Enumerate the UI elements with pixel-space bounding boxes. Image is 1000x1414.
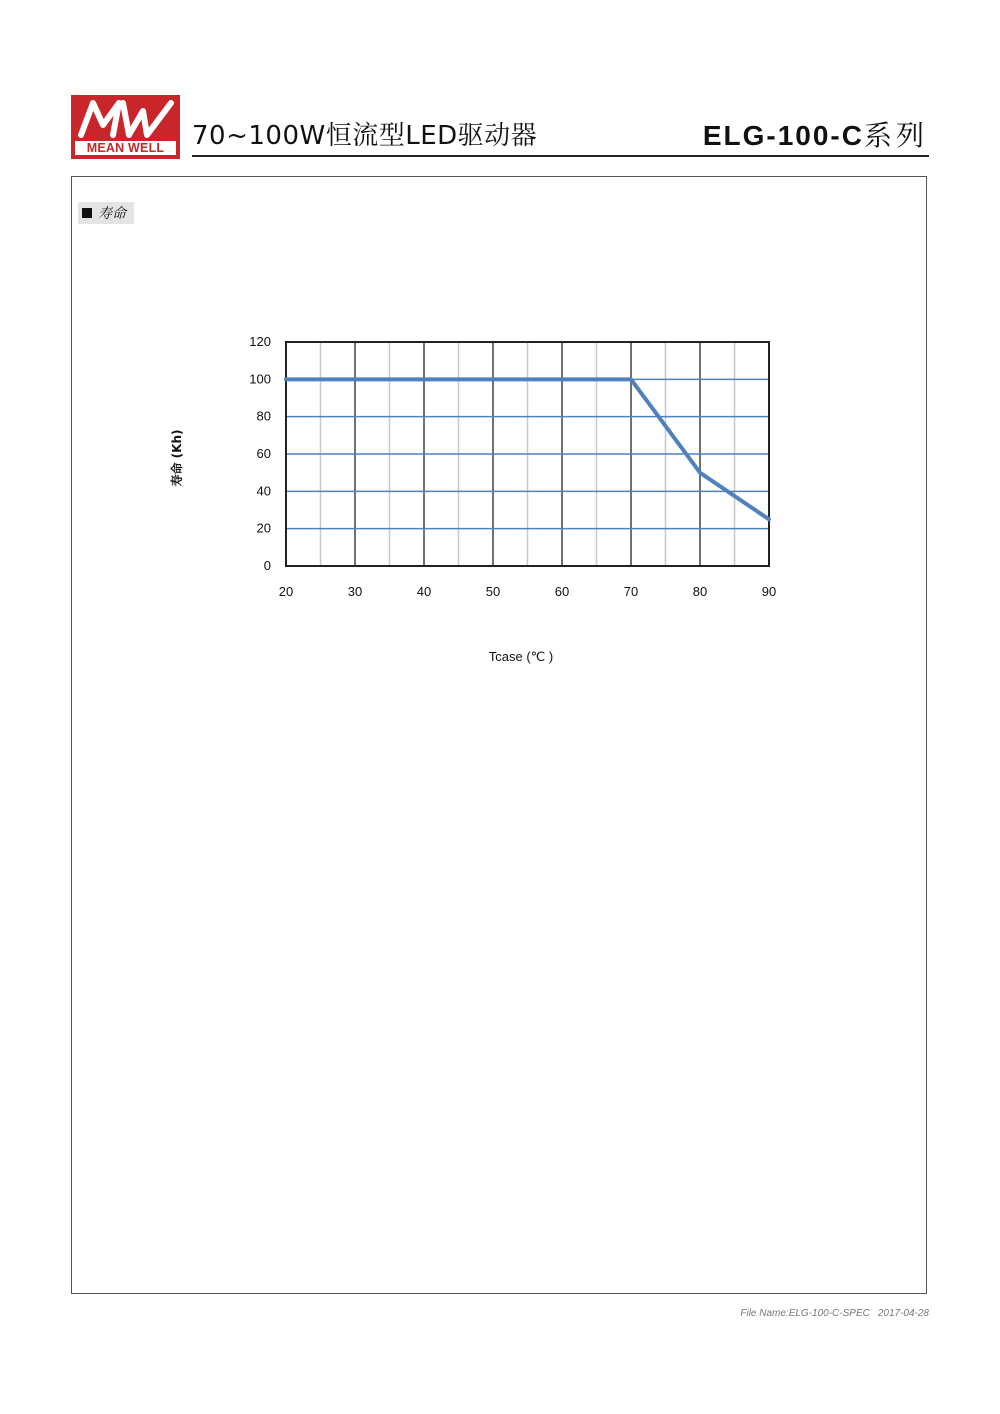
- y-tick-label: 40: [256, 483, 271, 499]
- header-rule: [192, 155, 929, 157]
- x-tick-label: 20: [278, 584, 294, 599]
- x-tick-label: 70: [623, 584, 639, 599]
- x-tick-label: 80: [692, 584, 708, 599]
- y-tick-label: 60: [256, 446, 271, 461]
- y-tick-label: 100: [249, 371, 271, 387]
- x-tick-label: 60: [554, 584, 570, 599]
- x-tick-label: 50: [485, 584, 501, 599]
- x-axis-label: Tcase (℃ ): [488, 649, 554, 664]
- y-tick-label: 20: [256, 520, 271, 536]
- section-heading: [78, 202, 134, 224]
- x-tick-label: 90: [761, 584, 777, 599]
- series-title: [703, 118, 928, 154]
- footer: [740, 1308, 929, 1319]
- y-tick-label: 80: [256, 408, 271, 424]
- mean-well-logo: [71, 95, 180, 159]
- x-tick-label: 40: [416, 584, 432, 599]
- bullet-square-icon: [82, 208, 92, 218]
- logo-text: MEAN WELL: [75, 141, 176, 155]
- y-tick-label: 120: [249, 334, 271, 349]
- footer-date: 2017-04-28: [877, 1308, 929, 1319]
- x-tick-label: 30: [347, 584, 363, 599]
- y-axis-label: 寿命 (Kh): [170, 429, 184, 487]
- footer-file-name: File Name:ELG-100-C-SPEC: [740, 1308, 870, 1319]
- lifetime-chart: [160, 325, 800, 675]
- series-model: ELG-100-C: [702, 120, 864, 151]
- section-heading-label: 寿命: [98, 206, 126, 222]
- document-title: 70~100W恒流型LED驱动器: [192, 121, 538, 151]
- series-suffix: 系列: [863, 119, 928, 152]
- y-tick-label: 0: [263, 558, 271, 573]
